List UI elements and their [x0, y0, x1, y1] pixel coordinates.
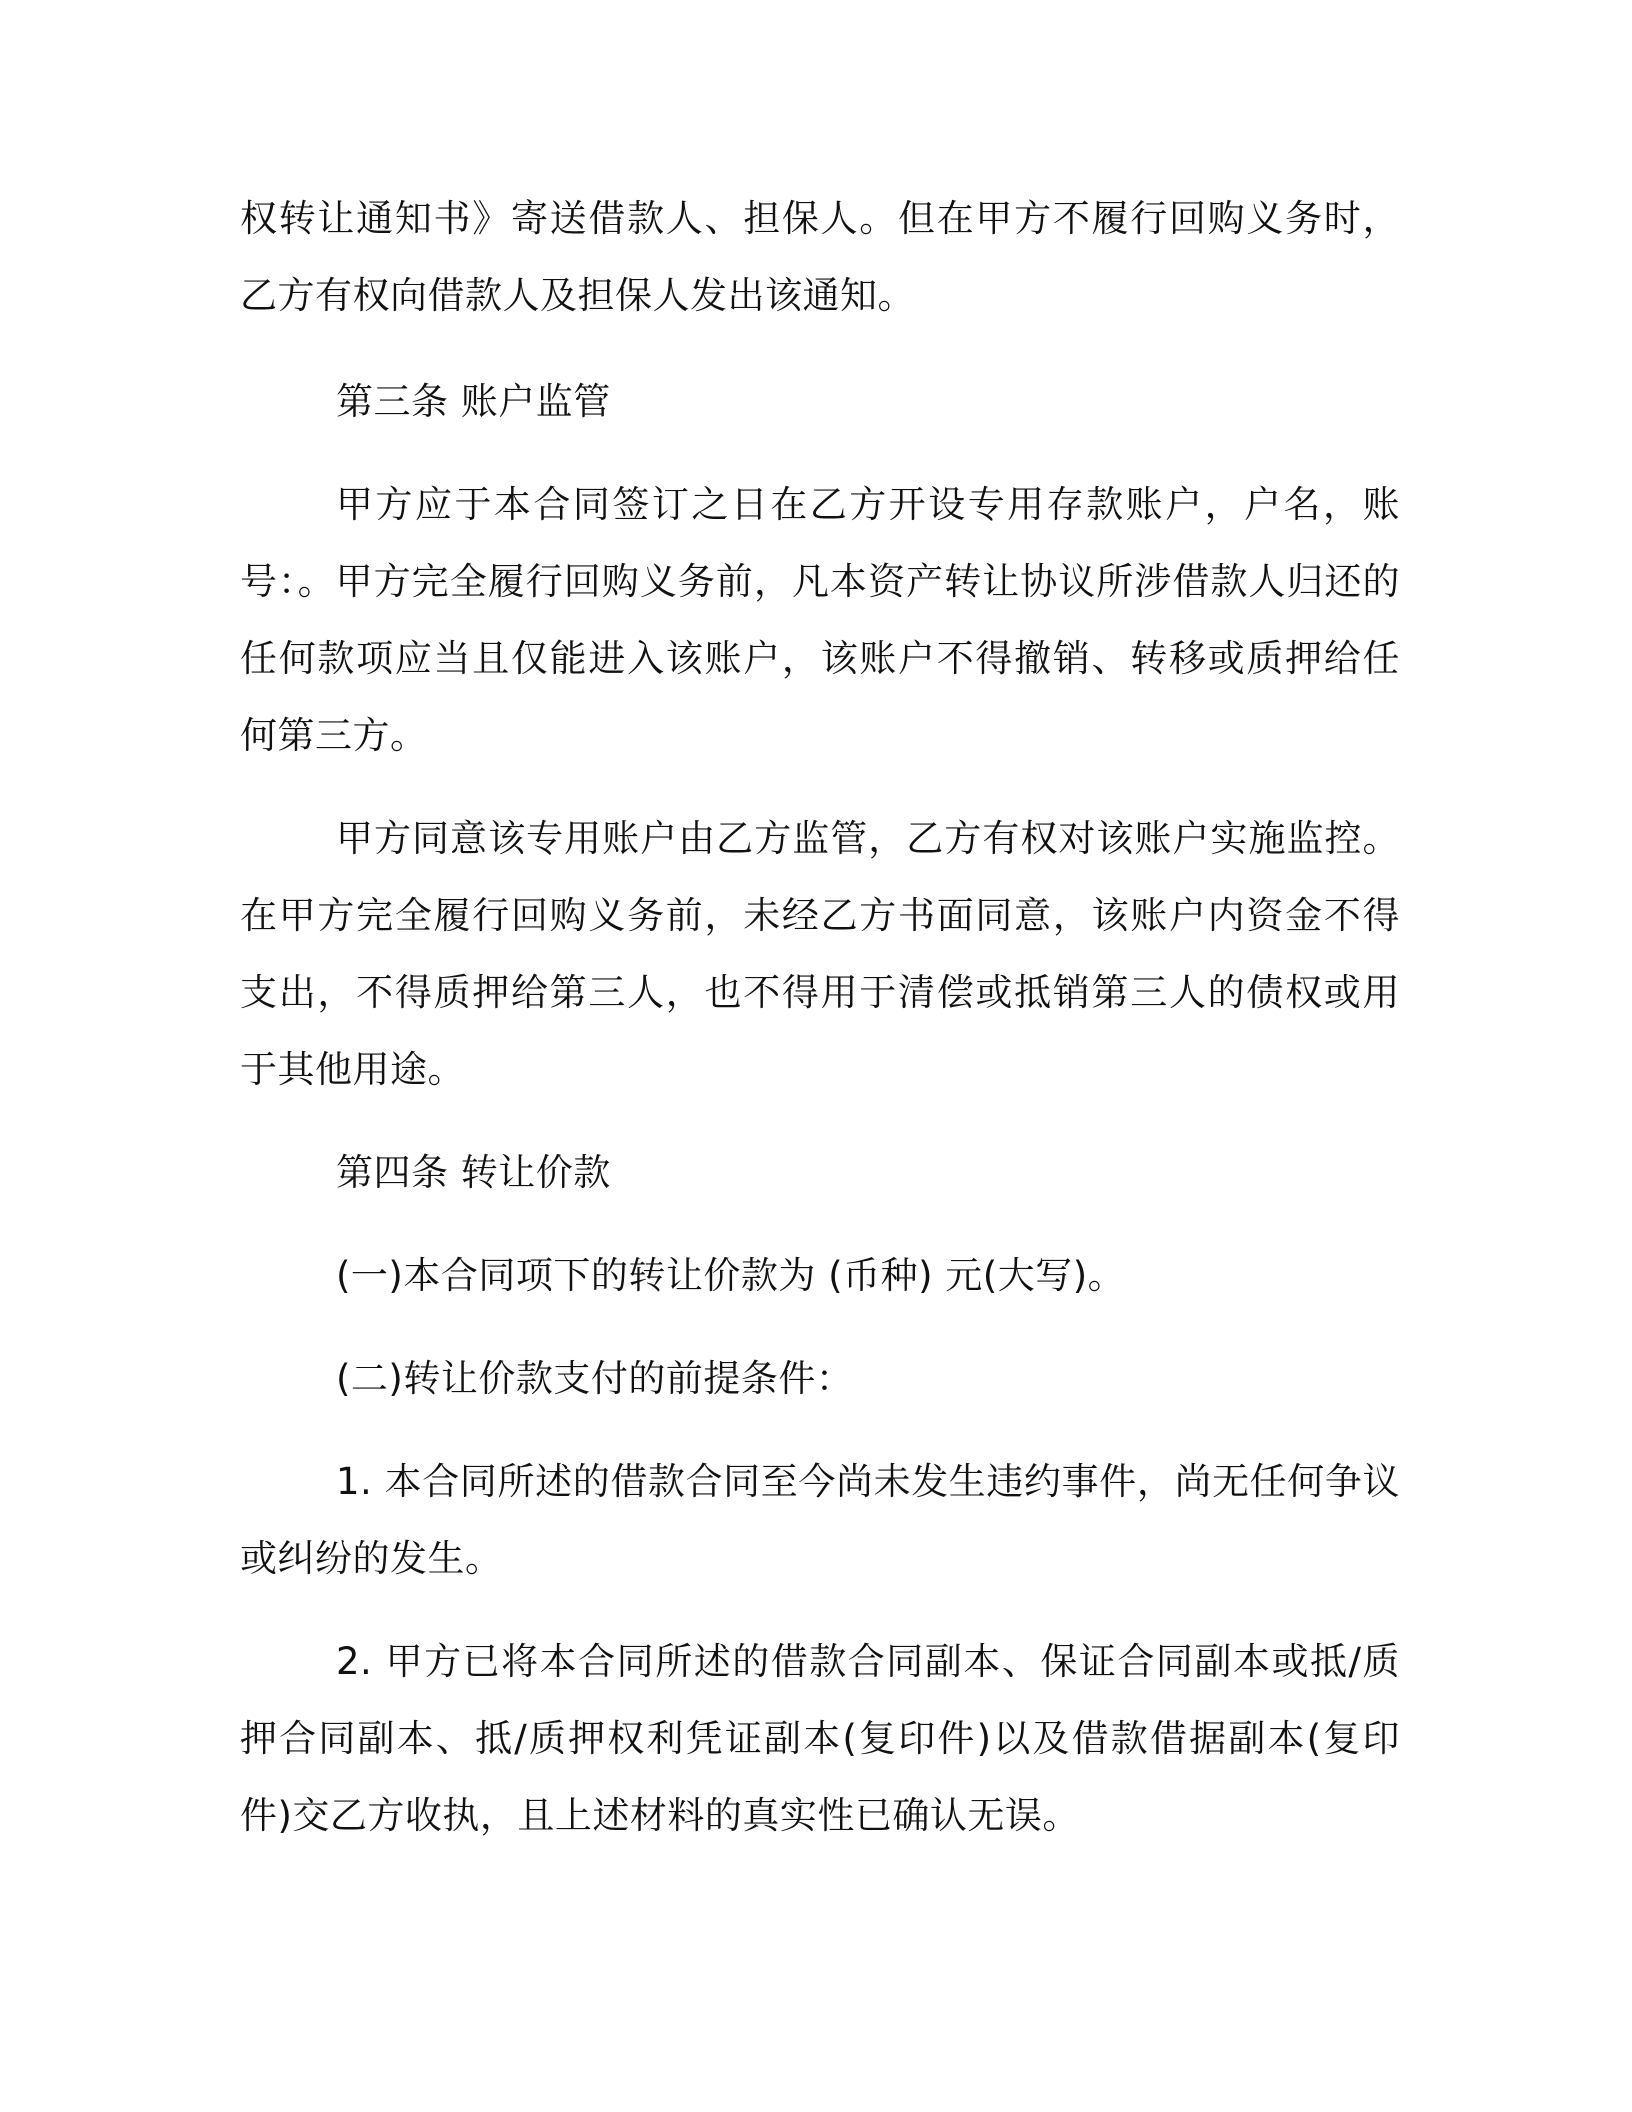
paragraph-text: 甲方同意该专用账户由乙方监管，乙方有权对该账户实施监控。在甲方完全履行回购义务前，未经乙方书面同意，该账户内资金不得支出，不得质押给第三人，也不得用于清偿或抵销第三人的债权或用于其他用途。	[240, 817, 1400, 1091]
paragraph-text: 甲方应于本合同签订之日在乙方开设专用存款账户，户名，账号：。甲方完全履行回购义务前，凡本资产转让协议所涉借款人归还的任何款项应当且仅能进入该账户，该账户不得撤销、转移或质押给任何第三方。	[240, 483, 1400, 757]
paragraph-text: (二)转让价款支付的前提条件：	[336, 1357, 854, 1400]
article-4-item-2	[240, 1340, 1400, 1417]
article-4-item-1	[240, 1237, 1400, 1314]
paragraph-continuation	[240, 180, 1400, 334]
article-3-paragraph-1	[240, 466, 1400, 774]
article-heading-text: 第三条 账户监管	[336, 380, 611, 423]
paragraph-text: 1. 本合同所述的借款合同至今尚未发生违约事件，尚无任何争议或纠纷的发生。	[240, 1460, 1400, 1580]
article-3-heading	[240, 363, 1400, 440]
condition-1	[240, 1443, 1400, 1597]
article-3-paragraph-2	[240, 800, 1400, 1108]
paragraph-text: (一)本合同项下的转让价款为 (币种) 元(大写)。	[336, 1254, 1126, 1297]
article-4-heading	[240, 1134, 1400, 1211]
paragraph-text: 权转让通知书》寄送借款人、担保人。但在甲方不履行回购义务时，乙方有权向借款人及担保人发出该通知。	[240, 197, 1400, 317]
article-heading-text: 第四条 转让价款	[336, 1151, 611, 1194]
paragraph-text: 2. 甲方已将本合同所述的借款合同副本、保证合同副本或抵/质押合同副本、抵/质押权利凭证副本(复印件)以及借款借据副本(复印件)交乙方收执，且上述材料的真实性已确认无误。	[240, 1640, 1400, 1837]
condition-2	[240, 1623, 1400, 1854]
